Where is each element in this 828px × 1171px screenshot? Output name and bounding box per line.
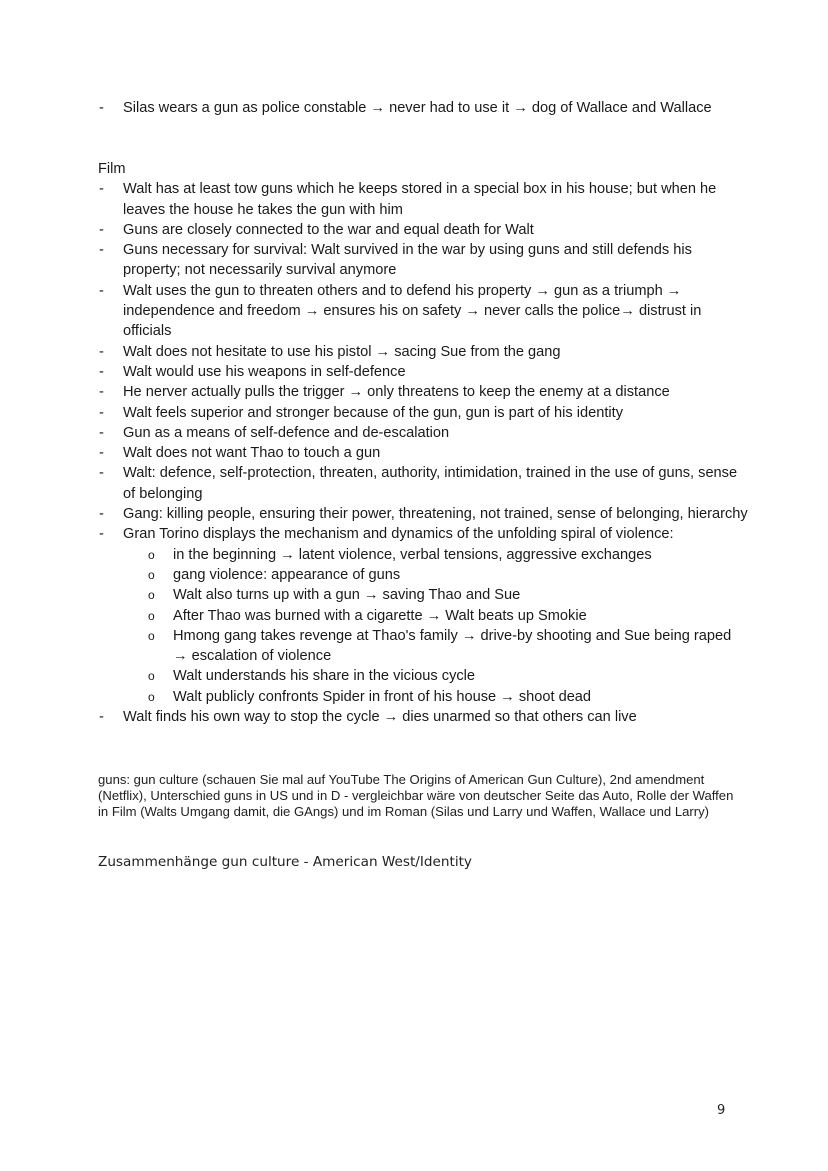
circle-bullet: o (148, 689, 155, 704)
sublist-item-text: gang violence: appearance of guns (173, 566, 401, 583)
list-item-text: Guns necessary for survival: Walt survived in the war by using guns and still defends his property; not necessarily survival anymore (123, 242, 692, 279)
sublist-item-text: Walt also turns up with a gun → saving Thao and Sue (173, 587, 521, 604)
dash-bullet: - (99, 282, 104, 299)
sublist-item (148, 687, 748, 707)
intro-section (98, 98, 748, 118)
list-item (98, 382, 748, 402)
list-item-text: Gran Torino displays the mechanism and dynamics of the unfolding spiral of violence: (123, 526, 674, 543)
sublist-item (148, 606, 748, 626)
dash-bullet: - (99, 404, 104, 421)
list-item-text: He nerver actually pulls the trigger → only threatens to keep the enemy at a distance (123, 384, 670, 401)
list-item (98, 179, 748, 220)
dash-bullet: - (99, 100, 104, 116)
sublist-item-text: After Thao was burned with a cigarette → Walt beats up Smokie (173, 607, 587, 624)
film-final-list (98, 707, 748, 727)
sublist-item (148, 565, 748, 585)
list-item (98, 524, 748, 544)
list-item (98, 342, 748, 362)
dash-bullet: - (99, 526, 104, 543)
film-heading: Film (98, 161, 126, 177)
list-item-text: Walt would use his weapons in self-defence (123, 363, 406, 380)
dash-bullet: - (99, 445, 104, 462)
list-item (98, 403, 748, 423)
connections-line: Zusammenhänge gun culture - American West/Identity (98, 854, 472, 870)
circle-bullet: o (148, 608, 155, 623)
sublist-item (148, 585, 748, 605)
intro-list (98, 98, 748, 118)
list-item (98, 240, 748, 281)
list-item-text: Walt feels superior and stronger because of the gun, gun is part of his identity (123, 404, 623, 421)
dash-bullet: - (99, 506, 104, 523)
list-item-text: Walt has at least tow guns which he keeps stored in a special box in his house; but when he leaves the house he takes the gun with him (123, 181, 717, 218)
list-item (98, 443, 748, 463)
list-item-text: Guns are closely connected to the war and equal death for Walt (123, 221, 534, 238)
list-item-text: Gang: killing people, ensuring their power, threatening, not trained, sense of belonging, hierarchy (123, 506, 748, 523)
list-item-text: Walt does not hesitate to use his pistol → sacing Sue from the gang (123, 343, 561, 360)
circle-bullet: o (148, 669, 155, 684)
list-item (98, 220, 748, 240)
list-item (98, 423, 748, 443)
sublist-item-text: in the beginning → latent violence, verbal tensions, aggressive exchanges (173, 546, 652, 563)
dash-bullet: - (99, 424, 104, 441)
film-list (98, 179, 748, 544)
list-item (98, 707, 748, 727)
list-item (98, 362, 748, 382)
list-item (98, 504, 748, 524)
list-item (98, 98, 748, 118)
dash-bullet: - (99, 221, 104, 238)
dash-bullet: - (99, 242, 104, 259)
sublist-item (148, 626, 748, 667)
sublist-item-text: Hmong gang takes revenge at Thao's family → drive-by shooting and Sue being raped → escalation of violence (173, 627, 732, 665)
dash-bullet: - (99, 465, 104, 482)
list-item-text: Walt finds his own way to stop the cycle → dies unarmed so that others can live (123, 709, 637, 726)
dash-bullet: - (99, 363, 104, 380)
sublist-item (148, 545, 748, 565)
list-item-text: Silas wears a gun as police constable → never had to use it → dog of Wallace and Wallace (123, 100, 712, 116)
list-item (98, 463, 748, 504)
circle-bullet: o (148, 588, 155, 603)
page-number: 9 (717, 1103, 726, 1118)
film-section (98, 159, 748, 727)
spiral-sublist (98, 545, 748, 707)
sublist-item-text: Walt understands his share in the vicious cycle (173, 668, 476, 685)
list-item-text: Walt: defence, self-protection, threaten, authority, intimidation, trained in the use of guns, sense of belonging (123, 465, 738, 502)
teacher-note: guns: gun culture (schauen Sie mal auf YouTube The Origins of American Gun Culture), 2nd amendment (Netflix), Unterschied guns in US und in D - vergleichbar wäre von deutscher Seite das Auto, Rolle der Waffen in Film (Walts Umgang damit, die GAngs) und im Roman (Silas und Larry und Waffen, Wallace und Larry) (98, 772, 734, 820)
sublist-item (148, 666, 748, 686)
sublist-item-text: Walt publicly confronts Spider in front of his house → shoot dead (173, 688, 592, 705)
list-item (98, 281, 748, 342)
list-item-text: Walt does not want Thao to touch a gun (123, 445, 381, 462)
dash-bullet: - (99, 343, 104, 360)
circle-bullet: o (148, 567, 155, 582)
list-item-text: Gun as a means of self-defence and de-escalation (123, 424, 450, 441)
list-item-text: Walt uses the gun to threaten others and to defend his property → gun as a triumph → independence and freedom → ensures his on safety → never calls the police→ distrust in officials (123, 282, 702, 340)
circle-bullet: o (148, 547, 155, 562)
dash-bullet: - (99, 384, 104, 401)
dash-bullet: - (99, 709, 104, 726)
dash-bullet: - (99, 181, 104, 198)
circle-bullet: o (148, 628, 155, 643)
